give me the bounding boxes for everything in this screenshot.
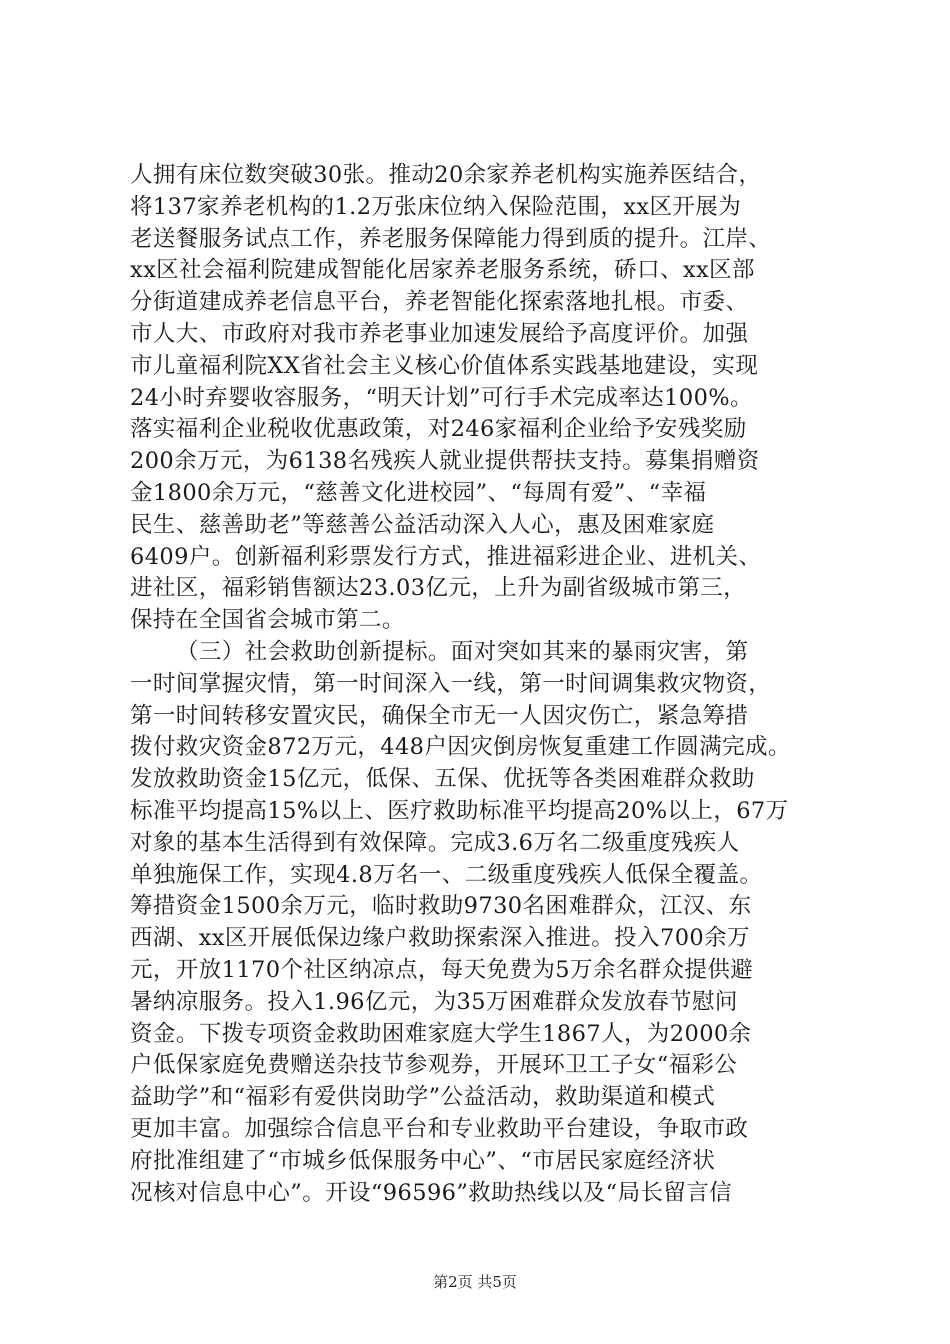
text-line: 落实福利企业税收优惠政策，对246家福利企业给予安残奖励 (130, 416, 747, 443)
text-line: 人拥有床位数突破30张。推动20余家养老机构实施养医结合， (130, 162, 762, 188)
text-line: 筹措资金1500余万元，临时救助9730名困难群众，江汉、东 (130, 893, 752, 920)
text-line: 对象的基本生活得到有效保障。完成3.6万名二级重度残疾人 (130, 829, 740, 856)
text-line: 保持在全国省会城市第二。 (130, 607, 405, 634)
text-line: 更加丰富。加强综合信息平台和专业救助平台建设，争取市政 (130, 1115, 749, 1142)
text-line: 6409户。创新福利彩票发行方式，推进福彩进企业、进机关、 (130, 543, 762, 570)
text-line: 府批准组建了“市城乡低保服务中心”、“市居民家庭经济状 (130, 1147, 716, 1174)
text-line: 将137家养老机构的1.2万张床位纳入保险范围，xx区开展为 (130, 193, 742, 220)
text-line: 西湖、xx区开展低保边缘户救助探索深入推进。投入700余万 (130, 925, 750, 952)
text-line: 进社区，福彩销售额达23.03亿元，上升为副省级城市第三， (130, 575, 747, 602)
text-line: 标准平均提高15%以上、医疗救助标准平均提高20%以上，67万 (130, 797, 789, 824)
text-line: 况核对信息中心”。开设“96596”救助热线以及“局长留言信 (130, 1179, 733, 1206)
text-line: 分街道建成养老信息平台，养老智能化探索落地扎根。市委、 (130, 289, 749, 316)
text-line: 单独施保工作，实现4.8万名一、二级重度残疾人低保全覆盖。 (130, 861, 763, 888)
text-line: 市儿童福利院XX省社会主义核心价值体系实践基地建设，实现 (130, 352, 759, 379)
text-line: 24小时弃婴收容服务，“明天计划”可行手术完成率达100%。 (130, 384, 753, 411)
text-line: 金1800余万元，“慈善文化进校园”、“每周有爱”、“幸福 (130, 479, 707, 506)
paragraph-start-line: （三）社会救助创新提标。面对突如其来的暴雨灾害，第 (176, 638, 749, 665)
text-line: 老送餐服务试点工作，养老服务保障能力得到质的提升。江岸、 (130, 225, 772, 252)
text-line: 益助学”和“福彩有爱供岗助学”公益活动，救助渠道和模式 (130, 1084, 716, 1111)
text-line: 元，开放1170个社区纳凉点，每天免费为5万余名群众提供避 (130, 956, 754, 983)
page-number-footer: 第2页 共5页 (433, 1273, 517, 1291)
text-line: 发放救助资金15亿元，低保、五保、优抚等各类困难群众救助 (130, 766, 755, 793)
text-line: xx区社会福利院建成智能化居家养老服务系统，硚口、xx区部 (130, 257, 755, 284)
text-line: 第一时间转移安置灾民，确保全市无一人因灾伤亡，紧急筹措 (130, 702, 749, 729)
text-line: 暑纳凉服务。投入1.96亿元，为35万困难群众发放春节慰问 (130, 988, 738, 1015)
text-line: 市人大、市政府对我市养老事业加速发展给予高度评价。加强 (130, 320, 749, 347)
text-line: 资金。下拨专项资金救助困难家庭大学生1867人，为2000余 (130, 1020, 752, 1047)
text-line: 一时间掌握灾情，第一时间深入一线，第一时间调集救灾物资， (130, 670, 772, 697)
text-line: 拨付救灾资金872万元，448户因灾倒房恢复重建工作圆满完成。 (130, 734, 791, 761)
text-line: 200余万元，为6138名残疾人就业提供帮扶支持。募集捐赠资 (130, 448, 760, 475)
body-text (130, 160, 830, 1209)
text-line: 户低保家庭免费赠送杂技节参观券，开展环卫工子女“福彩公 (130, 1052, 738, 1079)
text-line: 民生、慈善助老”等慈善公益活动深入人心，惠及困难家庭 (130, 511, 715, 538)
